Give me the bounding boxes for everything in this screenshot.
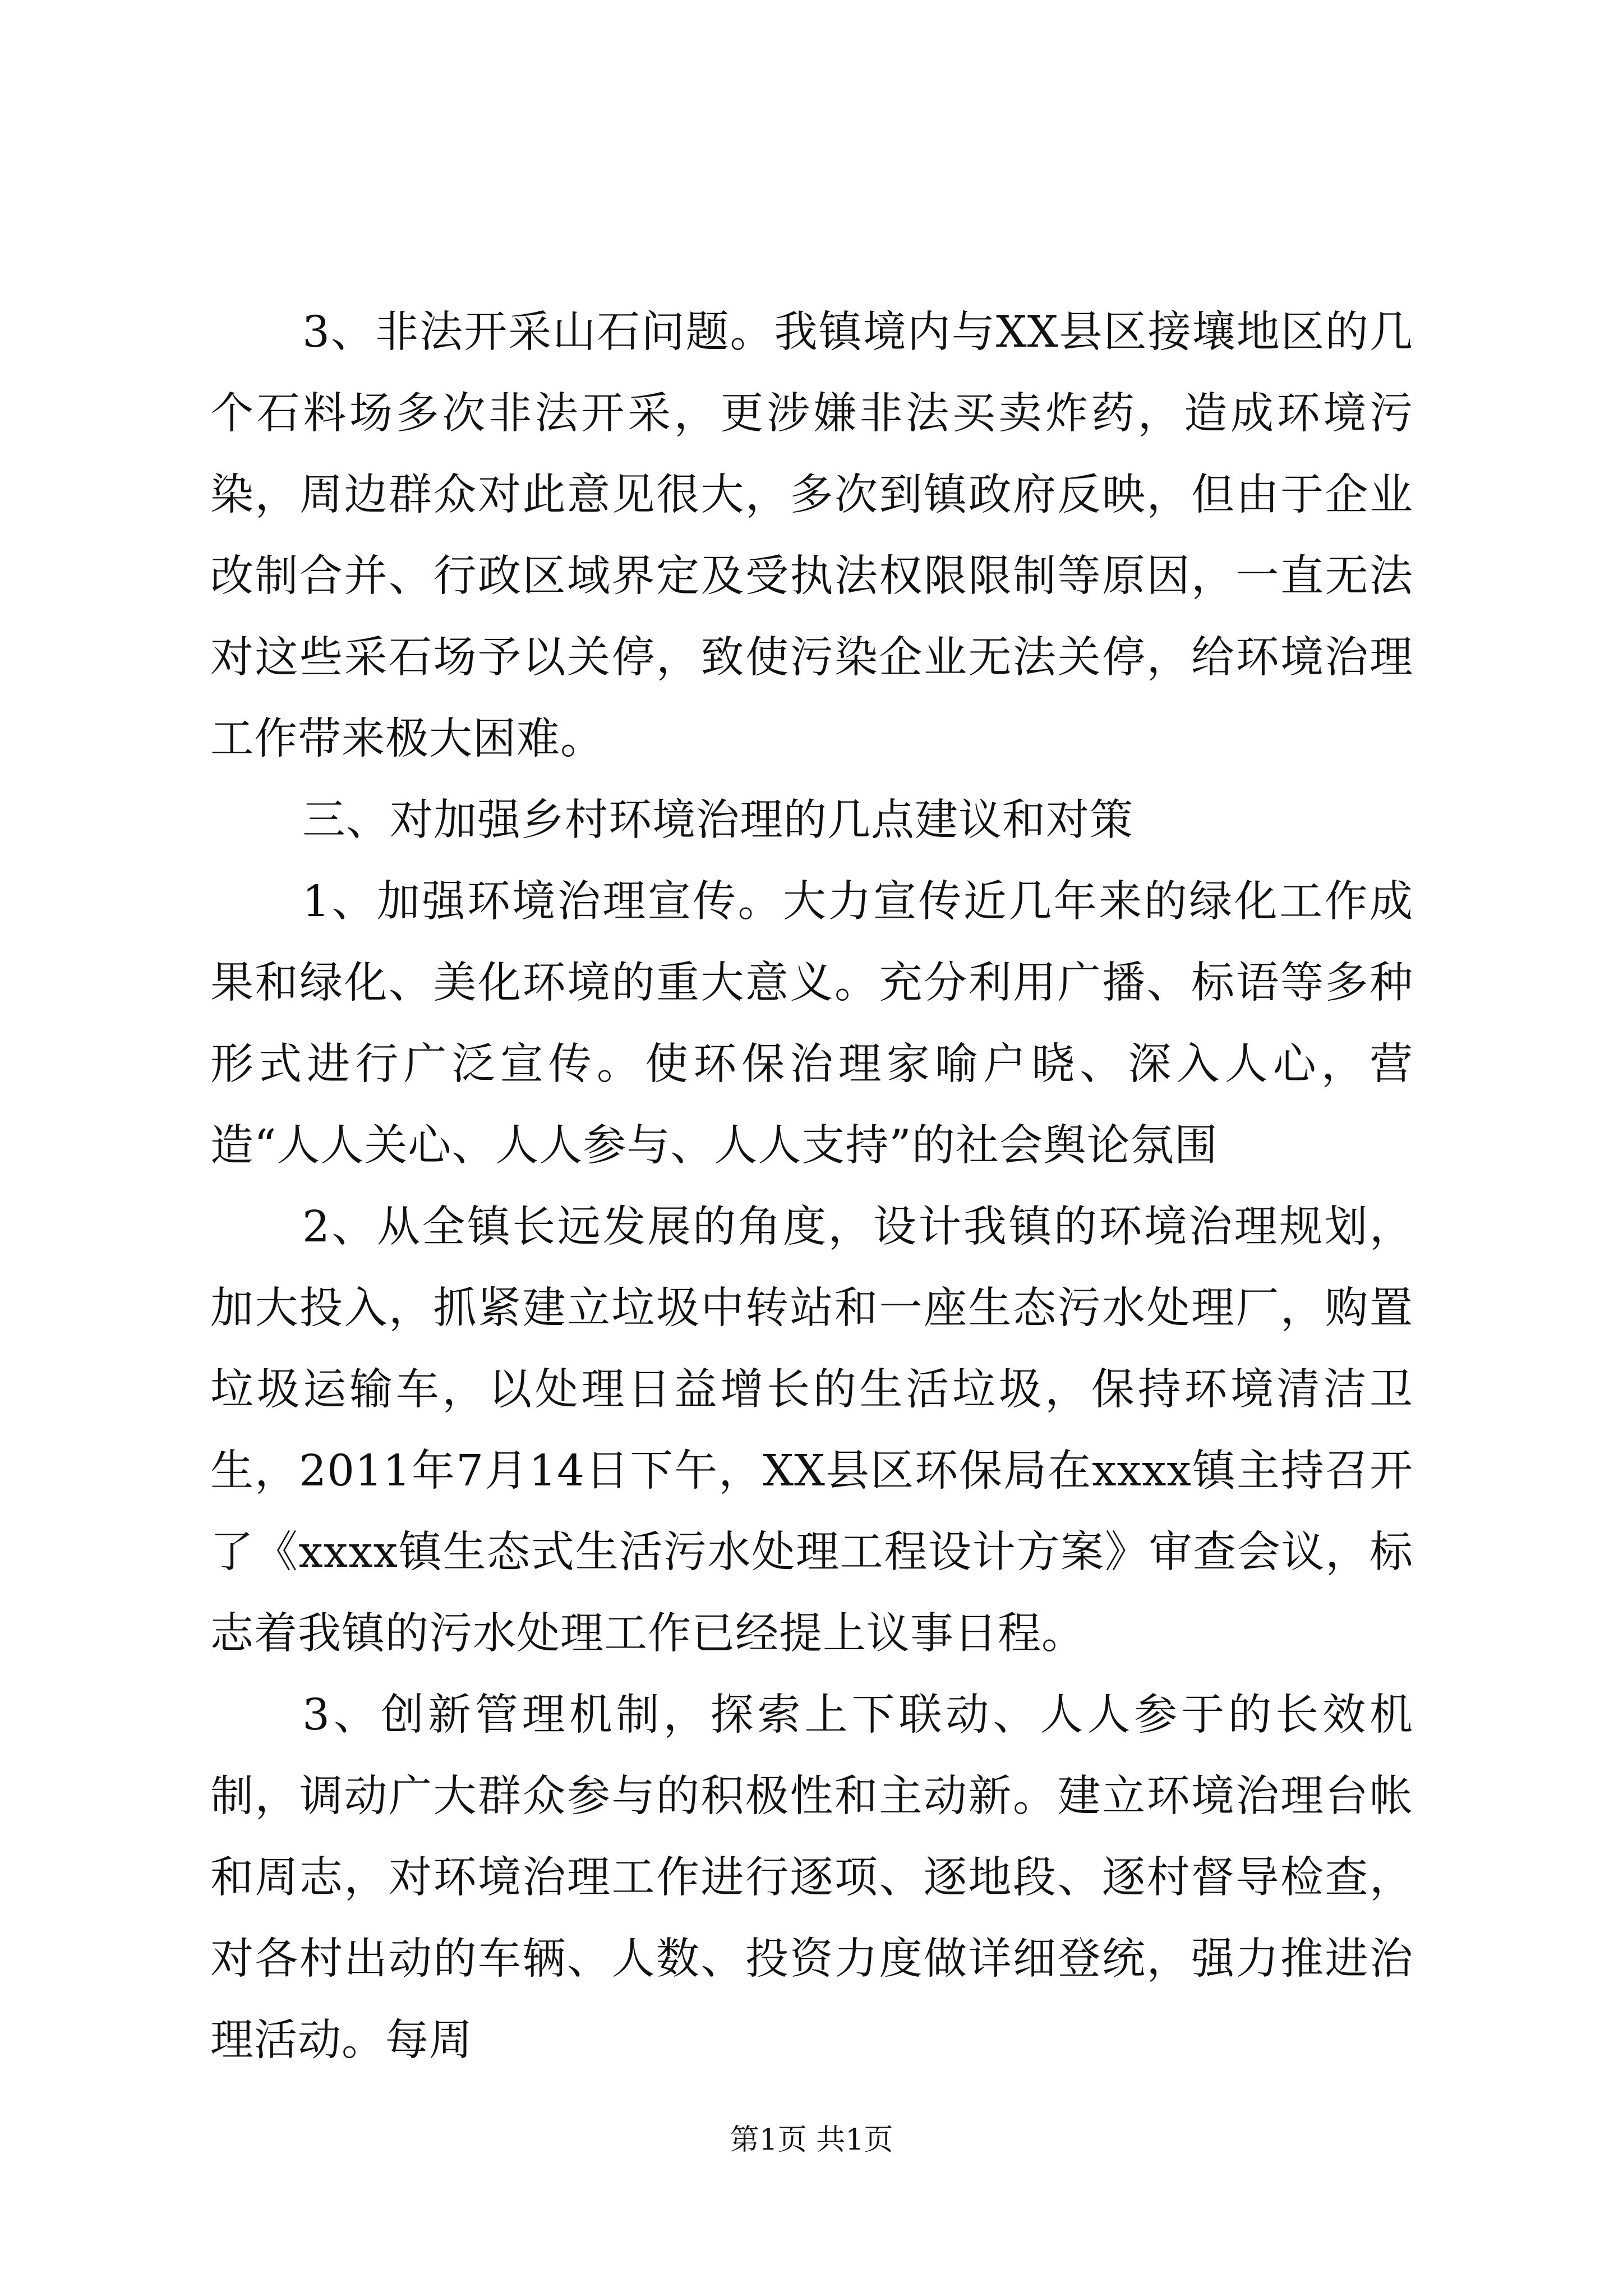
section-heading-suggestions: 三、对加强乡村环境治理的几点建议和对策 xyxy=(302,795,1133,845)
paragraph-planning: 2、从全镇长远发展的角度，设计我镇的环境治理规划，加大投入，抓紧建立垃圾中转站和一座生态污水处理厂，购置垃圾运输车，以处理日益增长的生活垃圾，保持环境清洁卫生，2011年7月14日下午，XX县区环保局在xxxx镇主持召开了《xxxx镇生态式生活污水处理工程设计方案》审查会议，标志着我镇的污水处理工作已经提上议事日程。 xyxy=(210,1202,1413,1659)
paragraph-publicity: 1、加强环境治理宣传。大力宣传近几年来的绿化工作成果和绿化、美化环境的重大意义。充分利用广播、标语等多种形式进行广泛宣传。使环保治理家喻户晓、深入人心，营造“人人关心、人人参与、人人支持”的社会舆论氛围 xyxy=(210,877,1413,1171)
page-footer: 第1页 共1页 xyxy=(730,2123,893,2157)
paragraph-illegal-quarrying: 3、非法开采山石问题。我镇境内与XX县区接壤地区的几个石料场多次非法开采，更涉嫌非法买卖炸药，造成环境污染，周边群众对此意见很大，多次到镇政府反映，但由于企业改制合并、行政区域界定及受执法权限限制等原因，一直无法对这些采石场予以关停，致使污染企业无法关停，给环境治理工作带来极大困难。 xyxy=(210,307,1413,764)
document-body xyxy=(210,292,1413,2081)
paragraph-management-mechanism: 3、创新管理机制，探索上下联动、人人参于的长效机制，调动广大群众参与的积极性和主动新。建立环境治理台帐和周志，对环境治理工作进行逐项、逐地段、逐村督导检查，对各村出动的车辆、人数、投资力度做详细登统，强力推进治理活动。每周 xyxy=(210,1690,1413,2065)
